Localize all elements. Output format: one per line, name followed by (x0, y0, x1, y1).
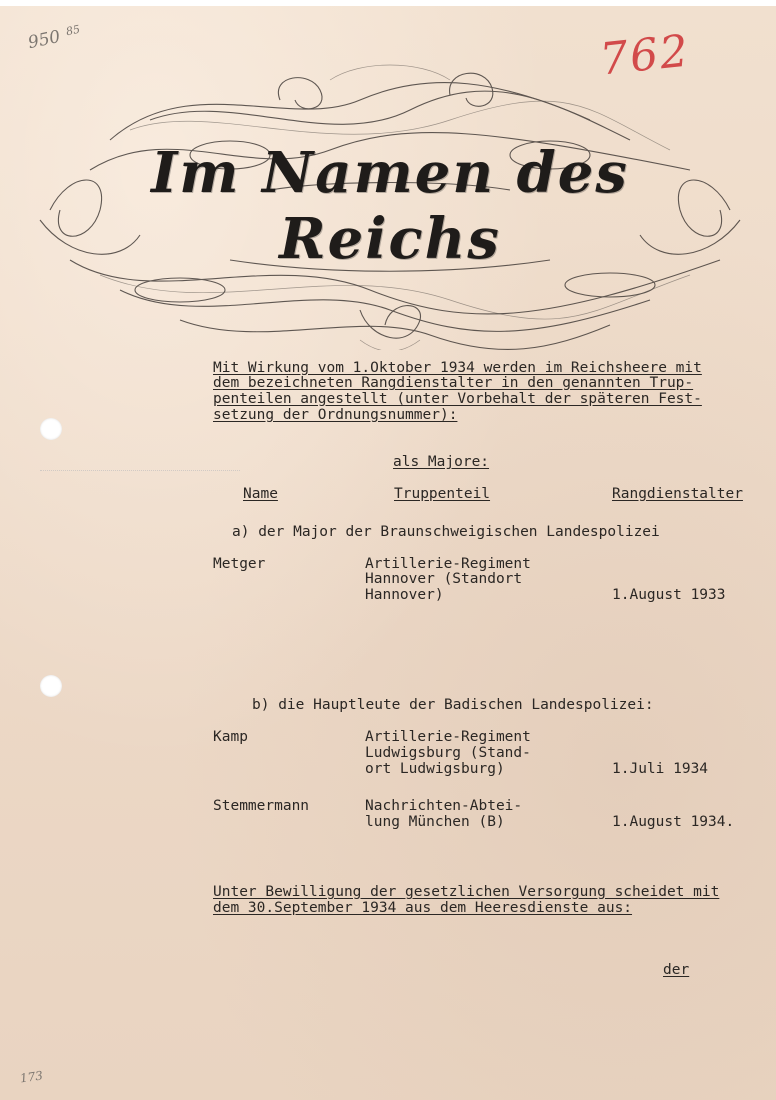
entry-unit-line: Artillerie-Regiment (365, 556, 531, 572)
entry-date: 1.August 1933 (612, 587, 726, 603)
entry-unit-line: Hannover (Standort (365, 571, 523, 587)
column-header-unit: Truppenteil (394, 486, 491, 502)
entry-unit-line: lung München (B) (365, 814, 505, 830)
punch-hole-upper (40, 418, 62, 440)
intro-line-4: setzung der Ordnungsnummer): (213, 407, 458, 423)
pencil-number-top-left: 950 (26, 26, 63, 54)
entry-date: 1.August 1934. (612, 814, 735, 830)
entry-name: Kamp (213, 729, 248, 745)
entry-name: Stemmermann (213, 798, 310, 814)
catchword: der (663, 962, 690, 978)
intro-line-2: dem bezeichneten Rangdienstalter in den genannten Trup- (213, 375, 694, 391)
entry-unit-line: Ludwigsburg (Stand- (365, 745, 531, 761)
rank-heading: als Majore: (393, 454, 490, 470)
entry-date: 1.Juli 1934 (612, 761, 709, 777)
pencil-number-top-left-sub: 85 (64, 22, 82, 39)
intro-line-3: penteilen angestellt (unter Vorbehalt der späteren Fest- (213, 391, 702, 407)
entry-unit-line: ort Ludwigsburg) (365, 761, 505, 777)
section-a-heading: a) der Major der Braunschweigischen Landespolizei (232, 524, 660, 540)
page-top-edge (0, 0, 776, 6)
entry-unit-line: Nachrichten-Abtei- (365, 798, 523, 814)
intro-line-1: Mit Wirkung vom 1.Oktober 1934 werden im Reichsheere mit (213, 360, 702, 376)
column-header-seniority: Rangdienstalter (612, 486, 743, 502)
closing-line-2: dem 30.September 1934 aus dem Heeresdienste aus: (213, 900, 633, 916)
entry-unit-line: Hannover) (365, 587, 444, 603)
entry-unit-line: Artillerie-Regiment (365, 729, 531, 745)
bleed-through-mark (40, 460, 240, 471)
column-header-name: Name (243, 486, 278, 502)
pencil-number-bottom-left: 173 (19, 1068, 44, 1086)
header-title: Im Namen des Reichs (151, 140, 629, 272)
section-b-heading: b) die Hauptleute der Badischen Landespolizei: (252, 697, 654, 713)
punch-hole-lower (40, 675, 62, 697)
closing-line-1: Unter Bewilligung der gesetzlichen Versorgung scheidet mit (213, 884, 720, 900)
red-pencil-number: 762 (597, 25, 693, 86)
entry-name: Metger (213, 556, 266, 572)
